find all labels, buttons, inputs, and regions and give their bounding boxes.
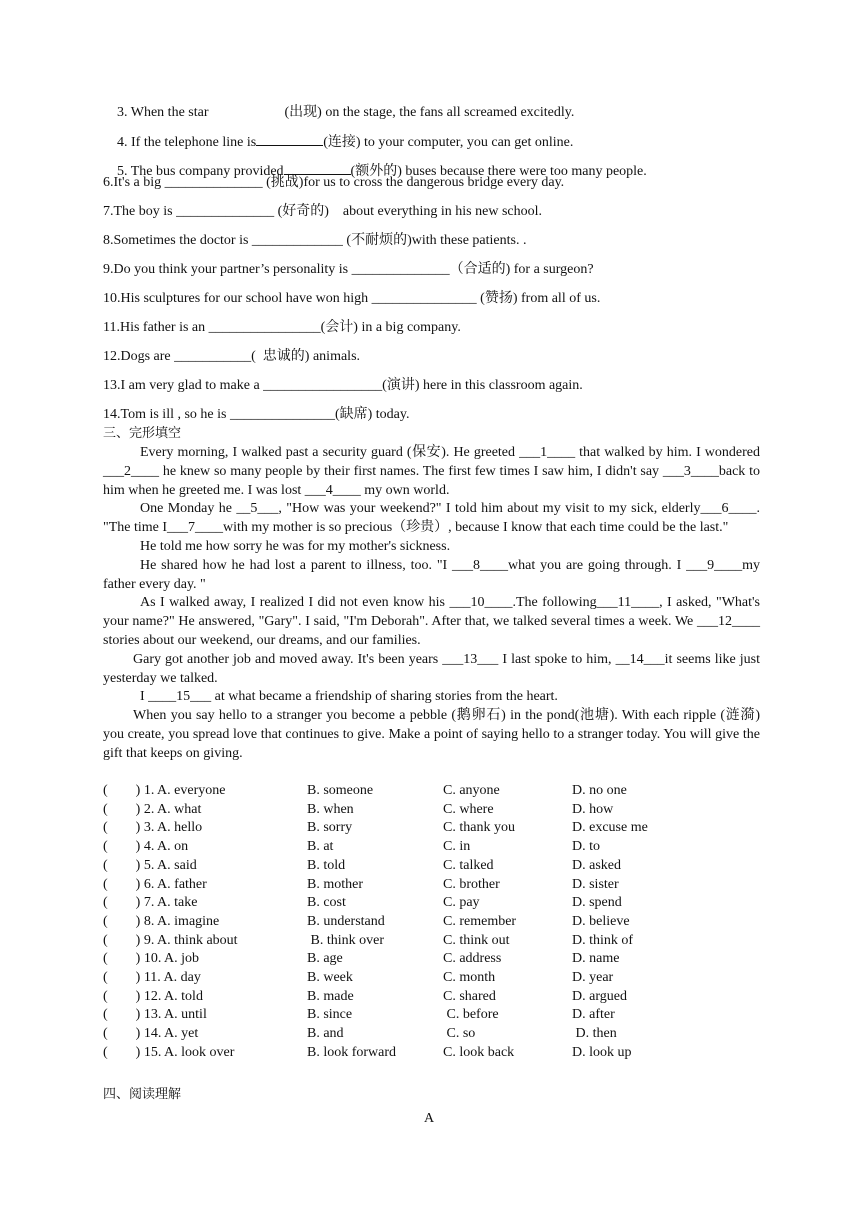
question-choice-a[interactable]: ( ) 6. A. father: [103, 876, 207, 892]
choice-b[interactable]: B. and: [307, 1026, 344, 1042]
option-row: [103, 1044, 763, 1062]
choice-d[interactable]: D. spend: [572, 895, 622, 911]
fill-in-item-12: 12.Dogs are ___________( 忠诚的) animals.: [103, 349, 361, 364]
question-choice-a[interactable]: ( ) 5. A. said: [103, 857, 197, 873]
choice-b[interactable]: B. sorry: [307, 820, 353, 836]
passage-paragraph: Every morning, I walked past a security guard (保安). He greeted ___1____ that walked by him. I wondered ___2____ he knew so many people by their first names. The first few times I saw him, I didn't say ___3____back to him when he greeted me. I was lost ___4____ my own world.: [103, 445, 760, 498]
passage-paragraph: Gary got another job and moved away. It's been years ___13___ I last spoke to him, __14___it seems like just yesterday we talked.: [103, 651, 760, 686]
choice-b[interactable]: B. week: [307, 970, 353, 985]
option-row: [103, 857, 763, 875]
choice-c[interactable]: C. thank you: [443, 820, 515, 836]
choice-d[interactable]: D. sister: [572, 876, 619, 892]
passage-paragraph: One Monday he __5___, "How was your weekend?" I told him about my visit to my sick, elderly___6____. "The time I___7____with my mother is so precious（珍贵）, because I know that each time could be the last.": [103, 501, 760, 536]
choice-b[interactable]: B. made: [307, 988, 354, 1004]
question-choice-a[interactable]: ( ) 4. A. on: [103, 839, 189, 855]
option-row: [103, 838, 763, 856]
question-choice-a[interactable]: ( ) 15. A. look over: [103, 1044, 235, 1060]
fill-in-item-11: 11.His father is an ________________(会计) in a big company.: [103, 320, 461, 335]
choice-c[interactable]: C. shared: [443, 988, 496, 1004]
choice-c[interactable]: C. anyone: [443, 783, 500, 798]
item-text: 5. The bus company provided: [117, 164, 284, 179]
item-text: 4. If the telephone line is: [117, 135, 257, 150]
option-row: [103, 876, 763, 894]
choice-d[interactable]: D. year: [572, 970, 614, 985]
choice-c[interactable]: C. where: [443, 801, 494, 817]
choice-d[interactable]: D. think of: [572, 932, 634, 948]
choice-b[interactable]: B. understand: [307, 913, 385, 929]
choice-d[interactable]: D. to: [572, 839, 600, 855]
choice-b[interactable]: B. someone: [307, 783, 374, 798]
passage-paragraph: When you say hello to a stranger you become a pebble (鹅卵石) in the pond(池塘). With each ripple (涟漪) you create, you spread love that continues to give. Make a point of saying hello to a stranger today. You will give the gift that keeps on giving.: [103, 708, 760, 761]
passage-paragraph: I ____15___ at what became a friendship of sharing stories from the heart.: [140, 689, 558, 705]
choice-b[interactable]: B. told: [307, 857, 346, 873]
choice-d[interactable]: D. argued: [572, 988, 627, 1004]
option-row: [103, 782, 763, 800]
choice-b[interactable]: B. look forward: [307, 1044, 397, 1060]
question-choice-a[interactable]: ( ) 11. A. day: [103, 970, 201, 985]
question-choice-a[interactable]: ( ) 10. A. job: [103, 951, 200, 967]
question-choice-a[interactable]: ( ) 3. A. hello: [103, 820, 203, 836]
option-row: [103, 950, 763, 968]
choice-c[interactable]: C. so: [443, 1026, 476, 1042]
blank[interactable]: [284, 160, 351, 175]
choice-c[interactable]: C. month: [443, 970, 496, 985]
option-row: [103, 1025, 763, 1043]
option-row: [103, 932, 763, 950]
option-row: [103, 894, 763, 912]
section-title-reading: 四、阅读理解: [103, 1087, 182, 1102]
choice-d[interactable]: D. excuse me: [572, 820, 648, 836]
choice-d[interactable]: D. then: [572, 1026, 617, 1042]
item-text: (额外的) buses because there were too many people.: [350, 164, 647, 179]
choice-c[interactable]: C. remember: [443, 913, 517, 929]
choice-b[interactable]: B. think over: [307, 932, 384, 948]
option-row: [103, 913, 763, 931]
question-choice-a[interactable]: ( ) 13. A. until: [103, 1007, 207, 1023]
choice-b[interactable]: B. mother: [307, 876, 363, 892]
choice-d[interactable]: D. look up: [572, 1044, 632, 1060]
choice-c[interactable]: C. before: [443, 1007, 499, 1023]
option-row: [103, 1006, 763, 1024]
fill-in-item-13: 13.I am very glad to make a _________________(演讲) here in this classroom again.: [103, 378, 583, 393]
question-choice-a[interactable]: ( ) 1. A. everyone: [103, 783, 226, 798]
question-choice-a[interactable]: ( ) 8. A. imagine: [103, 913, 220, 929]
item-text: (连接) to your computer, you can get online.: [323, 135, 574, 150]
question-choice-a[interactable]: ( ) 14. A. yet: [103, 1026, 199, 1042]
choice-b[interactable]: B. age: [307, 951, 343, 967]
choice-b[interactable]: B. when: [307, 801, 354, 817]
fill-in-item-8: 8.Sometimes the doctor is _____________ (不耐烦的)with these patients. .: [103, 233, 527, 248]
section-title-cloze: 三、完形填空: [103, 426, 182, 441]
question-choice-a[interactable]: ( ) 9. A. think about: [103, 932, 238, 948]
question-choice-a[interactable]: ( ) 12. A. told: [103, 988, 203, 1004]
choice-d[interactable]: D. name: [572, 951, 620, 967]
choice-d[interactable]: D. asked: [572, 857, 621, 873]
fill-in-item-9: 9.Do you think your partner’s personality is ______________（合适的) for a surgeon?: [103, 262, 594, 277]
choice-d[interactable]: D. no one: [572, 783, 627, 798]
cloze-passage: [103, 444, 760, 764]
choice-c[interactable]: C. brother: [443, 876, 500, 892]
fill-in-item-7: 7.The boy is ______________ (好奇的) about everything in his new school.: [103, 204, 543, 219]
choice-d[interactable]: D. after: [572, 1007, 615, 1023]
choice-b[interactable]: B. at: [307, 839, 334, 855]
choice-c[interactable]: C. look back: [443, 1044, 515, 1060]
choice-c[interactable]: C. pay: [443, 895, 480, 911]
choice-c[interactable]: C. think out: [443, 932, 510, 948]
fill-in-item-14: 14.Tom is ill , so he is _______________(缺席) today.: [103, 407, 410, 422]
question-choice-a[interactable]: ( ) 7. A. take: [103, 895, 198, 911]
choice-c[interactable]: C. talked: [443, 857, 494, 873]
passage-paragraph: As I walked away, I realized I did not even know his ___10____.The following___11____, I asked, "What's your name?" He answered, "Gary". I said, "I'm Deborah". After that, we talked several times a week. We ___12____ stories about our weekend, our dreams, and our families.: [103, 595, 760, 648]
passage-paragraph: He shared how he had lost a parent to illness, too. "I ___8____what you are going through. I ___9____my father every day. ": [103, 557, 760, 592]
item-text: (出现) on the stage, the fans all screamed excitedly.: [284, 105, 575, 120]
passage-label: A: [424, 1111, 435, 1126]
passage-paragraph: He told me how sorry he was for my mother's sickness.: [140, 538, 451, 554]
option-row: [103, 988, 763, 1006]
choice-d[interactable]: D. how: [572, 801, 614, 817]
choice-b[interactable]: B. since: [307, 1007, 353, 1023]
choice-c[interactable]: C. address: [443, 951, 502, 967]
question-choice-a[interactable]: ( ) 2. A. what: [103, 801, 202, 817]
choice-c[interactable]: C. in: [443, 839, 471, 855]
fill-in-item-6: 6.It's a big ______________ (挑战)for us to cross the dangerous bridge every day.: [103, 175, 565, 190]
fill-in-item-10: 10.His sculptures for our school have won high _______________ (赞扬) from all of us.: [103, 291, 601, 306]
option-row: [103, 819, 763, 837]
choice-b[interactable]: B. cost: [307, 895, 346, 911]
choice-d[interactable]: D. believe: [572, 913, 630, 929]
option-row: [103, 801, 763, 819]
option-row: [103, 969, 763, 987]
item-text: 3. When the star: [117, 105, 209, 120]
